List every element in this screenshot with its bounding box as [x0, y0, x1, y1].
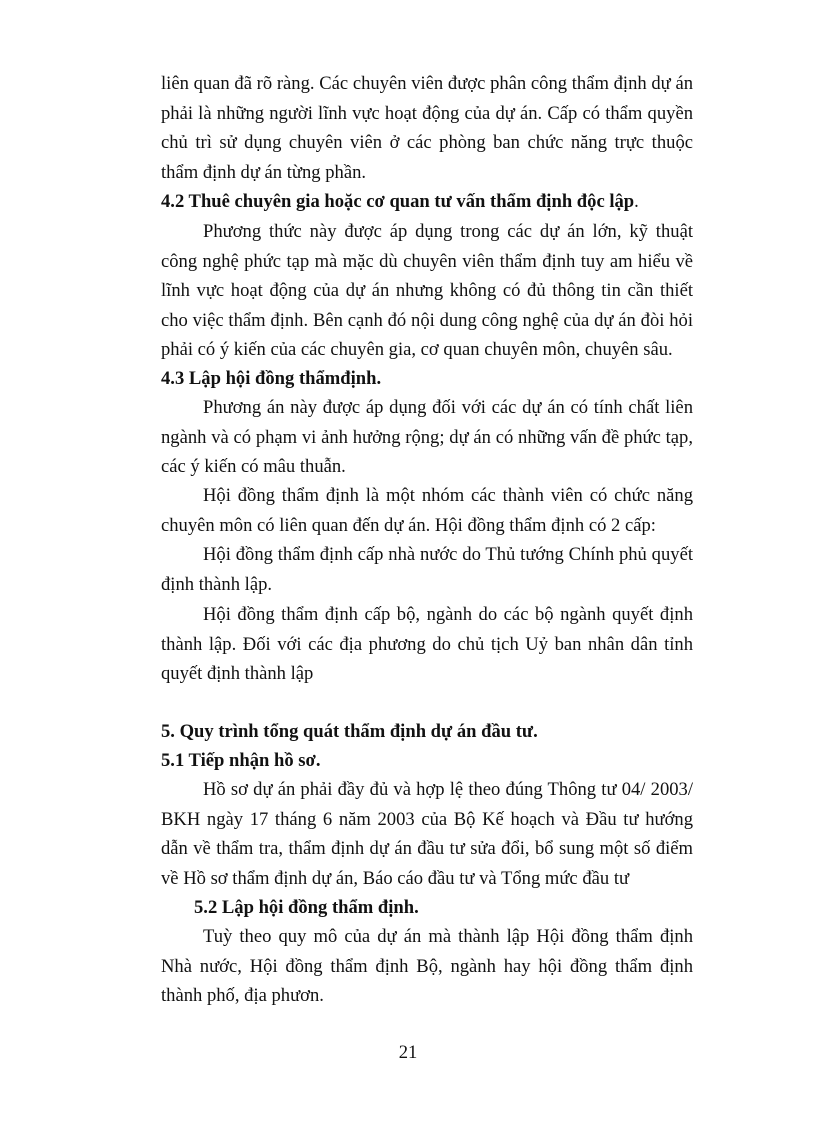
heading-text: 5.1 Tiếp nhận hồ sơ. — [161, 750, 321, 771]
paragraph-4-3-d — [161, 600, 693, 689]
paragraph-4-3-c — [161, 540, 693, 599]
paragraph-text: Phương án này được áp dụng đối với các dự án có tính chất liên ngành và có phạm vi ảnh hưởng rộng; dự án có những vấn đề phức tạp, các ý kiến có mâu thuẫn. — [161, 397, 693, 478]
heading-text: 4.2 Thuê chuyên gia hoặc cơ quan tư vấn thẩm định độc lập — [161, 191, 635, 212]
paragraph-5-1 — [161, 775, 693, 893]
paragraph-text: Tuỳ theo quy mô của dự án mà thành lập Hội đồng thẩm định Nhà nước, Hội đồng thẩm định Bộ, ngành hay hội đồng thẩm định thành phố, địa phươn. — [161, 926, 693, 1007]
heading-suffix: . — [634, 191, 639, 212]
heading-5-2 — [161, 893, 693, 923]
heading-4-2 — [161, 187, 693, 217]
paragraph-text: Phương thức này được áp dụng trong các dự án lớn, kỹ thuật công nghệ phức tạp mà mặc dù chuyên viên thẩm định tuy am hiểu về lĩnh vực hoạt động của dự án nhưng không có đủ thông tin cần thiết cho việc thẩm định. Bên cạnh đó nội dung công nghệ của dự án đòi hỏi phải có ý kiến của các chuyên gia, cơ quan chuyên môn, chuyên sâu. — [161, 221, 693, 361]
paragraph-text: Hội đồng thẩm định cấp bộ, ngành do các bộ ngành quyết định thành lập. Đối với các địa phương do chủ tịch Uỷ ban nhân dân tỉnh quyết định thành lập — [161, 604, 693, 685]
heading-text: 5. Quy trình tổng quát thẩm định dự án đầu tư. — [161, 721, 538, 742]
heading-4-3 — [161, 364, 693, 394]
heading-5-1 — [161, 746, 693, 776]
paragraph-text: Hội đồng thẩm định là một nhóm các thành viên có chức năng chuyên môn có liên quan đến dự án. Hội đồng thẩm định có 2 cấp: — [161, 485, 693, 536]
paragraph-4-3-a — [161, 393, 693, 482]
heading-text: 5.2 Lập hội đồng thẩm định. — [194, 897, 419, 918]
paragraph-4-2 — [161, 217, 693, 365]
page-number: 21 — [398, 1042, 418, 1063]
paragraph-4-3-b — [161, 481, 693, 540]
heading-5 — [161, 717, 693, 747]
heading-text: 4.3 Lập hội đồng thẩmđịnh. — [161, 368, 382, 389]
paragraph-intro — [161, 69, 693, 187]
paragraph-text: Hồ sơ dự án phải đầy đủ và hợp lệ theo đúng Thông tư 04/ 2003/ BKH ngày 17 tháng 6 năm 2003 của Bộ Kế hoạch và Đầu tư hướng dẫn về thẩm tra, thẩm định dự án đầu tư sửa đổi, bổ sung một số điểm về Hồ sơ thẩm định dự án, Báo cáo đầu tư và Tổng mức đầu tư — [161, 779, 693, 889]
paragraph-text: Hội đồng thẩm định cấp nhà nước do Thủ tướng Chính phủ quyết định thành lập. — [161, 544, 693, 595]
paragraph-5-2 — [161, 922, 693, 1011]
paragraph-text: liên quan đã rõ ràng. Các chuyên viên được phân công thẩm định dự án phải là những người lĩnh vực hoạt động của dự án. Cấp có thẩm quyền chủ trì sử dụng chuyên viên ở các phòng ban chức năng trực thuộc thẩm định dự án từng phần. — [161, 73, 693, 183]
